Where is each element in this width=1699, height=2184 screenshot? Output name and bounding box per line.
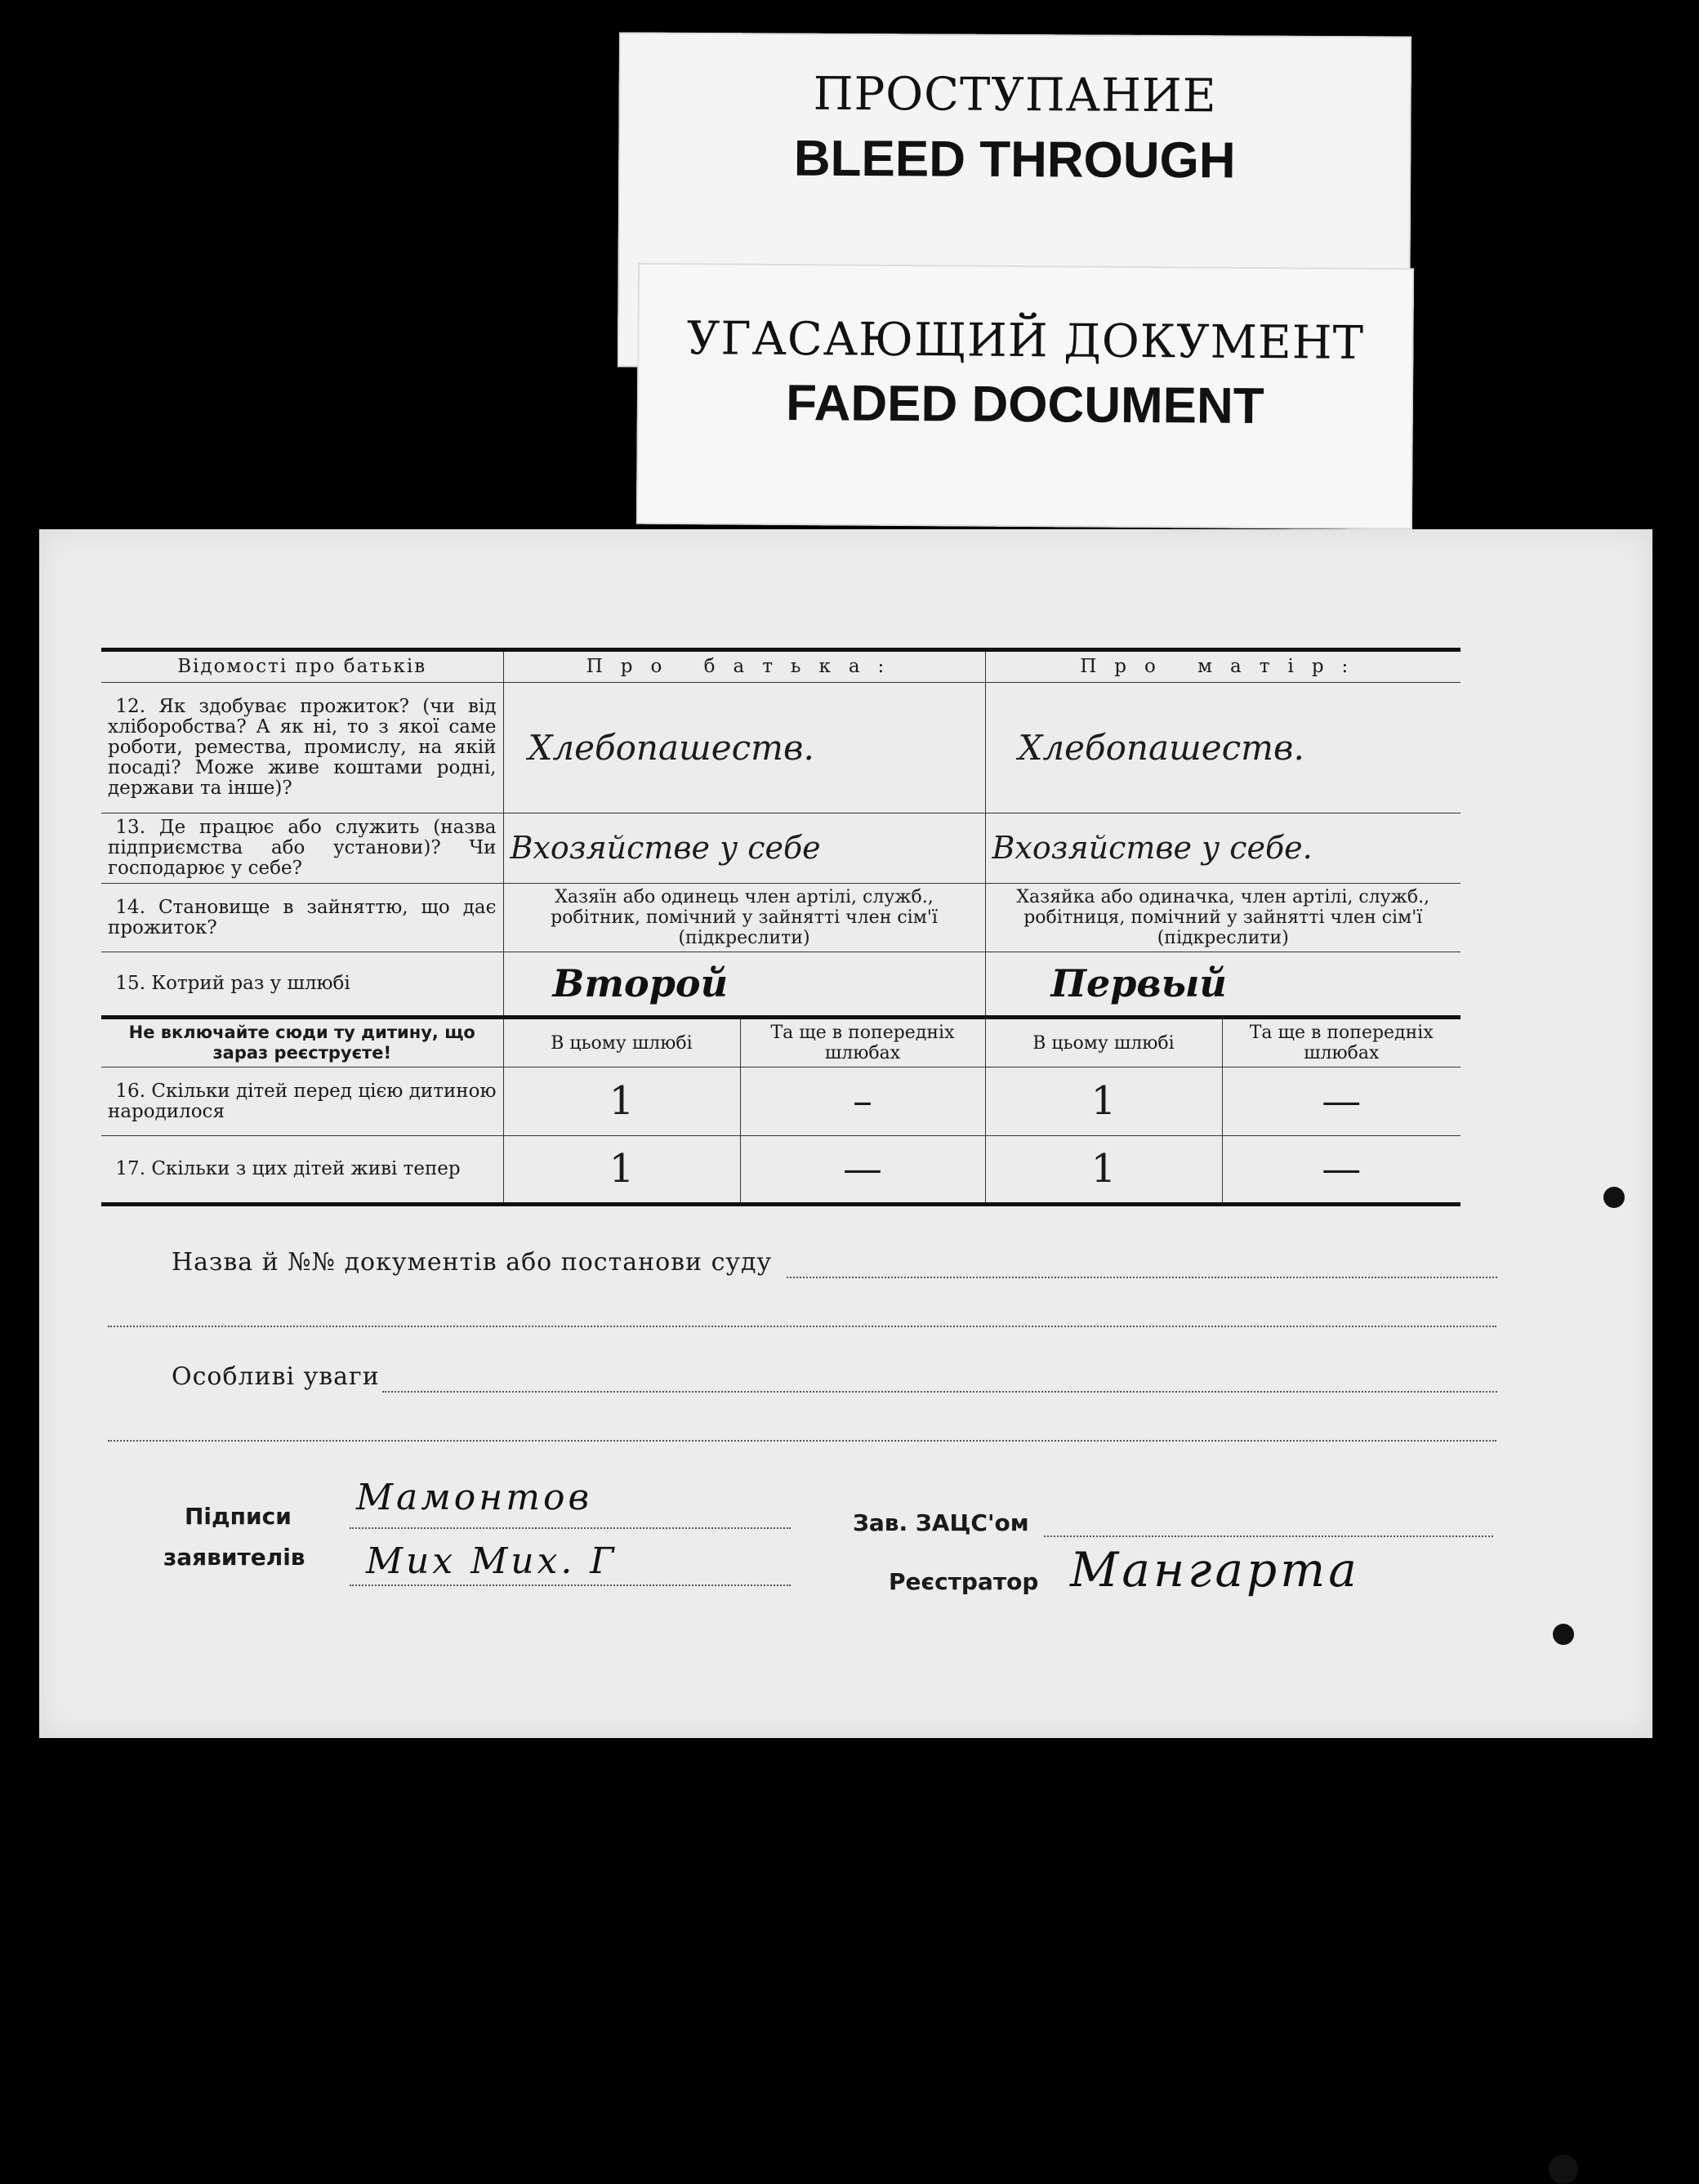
notes-label: Особливі уваги [172,1362,380,1391]
question-13 [101,813,503,884]
question-number: 16. [115,1080,145,1102]
father-children-born-previous: – [740,1067,985,1136]
question-14 [101,884,503,952]
punch-hole [1603,1187,1625,1208]
faded-document-ru: УГАСАЮЩИЙ ДОКУМЕНТ [686,312,1365,370]
father-children-born-this: 1 [503,1067,740,1136]
table-row-q13 [101,813,1460,884]
question-text: Становище в зайняттю, що дає прожиток? [108,896,497,938]
father-workplace: Вхозяйстве у себе [503,813,985,884]
father-this-marriage-header: В цьому шлюбі [503,1018,740,1067]
applicants-label: заявителів [163,1544,305,1571]
table-row-q16 [101,1067,1460,1136]
signature-line-2 [350,1585,791,1586]
children-header-row [101,1018,1460,1067]
parents-info-table [101,648,1460,1206]
applicant-signature-1: Мамонтов [356,1477,593,1518]
father-status-hint: (підкреслити) [678,928,810,948]
question-text: Скільки з цих дітей живі тепер [151,1158,461,1179]
father-employment-status [503,884,985,952]
bleed-through-ru: ПРОСТУПАНИЕ [813,67,1217,123]
mother-children-alive-previous: — [1222,1136,1460,1205]
bleed-through-en: BLEED THROUGH [793,130,1236,189]
father-marriage-number: Второй [503,952,985,1018]
mother-children-born-this: 1 [985,1067,1222,1136]
question-number: 15. [115,973,145,994]
father-children-alive-previous: — [740,1136,985,1205]
mother-previous-marriages-header: Та ще в попередніх шлюбах [1222,1018,1460,1067]
mother-children-born-previous: — [1222,1067,1460,1136]
table-header-row [101,650,1460,683]
faded-document-en: FADED DOCUMENT [785,374,1264,435]
header-parents-info: Відомості про батьків [101,650,503,683]
question-12 [101,683,503,813]
mother-employment-status [985,884,1460,952]
mother-status-line: Хазяйка або одиначка, член артілі, служб., [1016,887,1430,907]
registrar-signature: Мангарта [1070,1542,1360,1598]
question-text: Котрий раз у шлюбі [151,973,350,994]
documents-label: Назва й №№ документів або постанови суду [172,1248,773,1277]
mother-children-alive-this: 1 [985,1136,1222,1205]
applicant-signature-2: Мих Мих. Г [366,1540,618,1582]
punch-hole [1549,2155,1578,2184]
question-15 [101,952,503,1018]
documents-line-2 [108,1326,1496,1327]
question-text: Скільки дітей перед цією дитиною народилося [108,1080,497,1122]
zags-head-label: Зав. ЗАЦС'ом [853,1509,1029,1536]
signatures-label: Підписи [185,1503,292,1530]
mother-workplace: Вхозяйстве у себе. [985,813,1460,884]
question-17 [101,1136,503,1205]
mother-this-marriage-header: В цьому шлюбі [985,1018,1222,1067]
documents-line [787,1277,1497,1278]
mother-marriage-number: Первый [985,952,1460,1018]
registrar-label: Реєстратор [889,1568,1039,1595]
table-row-q15 [101,952,1460,1018]
table-row-q17 [101,1136,1460,1205]
children-exclusion-note: Не включайте сюди ту дитину, що зараз реєструєте! [101,1018,503,1067]
zags-head-line [1044,1535,1493,1537]
signature-line-1 [350,1527,791,1529]
question-number: 13. [115,817,145,838]
question-number: 14. [115,896,145,918]
header-mother: Про матір: [985,650,1460,683]
mother-status-line: робітниця, помічний у зайнятті член сім'ї [1023,907,1423,928]
question-text: Де працює або служить (назва підприємства або установи)? Чи господарює у себе? [108,817,497,879]
registration-form-sheet [39,529,1652,1738]
father-occupation: Хлебопашеств. [503,683,985,813]
table-row-q12 [101,683,1460,813]
punch-hole [1553,1624,1574,1645]
faded-document-card [636,263,1414,530]
father-status-line: Хазяїн або одинець член артілі, служб., [555,887,934,907]
question-number: 17. [115,1158,145,1179]
question-number: 12. [115,696,145,717]
father-children-alive-this: 1 [503,1136,740,1205]
question-text: Як здобуває прожиток? (чи від хліборобства? А як ні, то з якої саме роботи, ремества, промислу, на якій посаді? Може живе коштами родні, держави та інше)? [108,696,497,799]
father-previous-marriages-header: Та ще в попередніх шлюбах [740,1018,985,1067]
question-16 [101,1067,503,1136]
header-father: Про батька: [503,650,985,683]
notes-line-2 [108,1440,1496,1442]
mother-occupation: Хлебопашеств. [985,683,1460,813]
father-status-line: робітник, помічний у зайнятті член сім'ї [551,907,938,928]
mother-status-hint: (підкреслити) [1157,928,1289,948]
table-row-q14 [101,884,1460,952]
notes-line [382,1391,1497,1393]
